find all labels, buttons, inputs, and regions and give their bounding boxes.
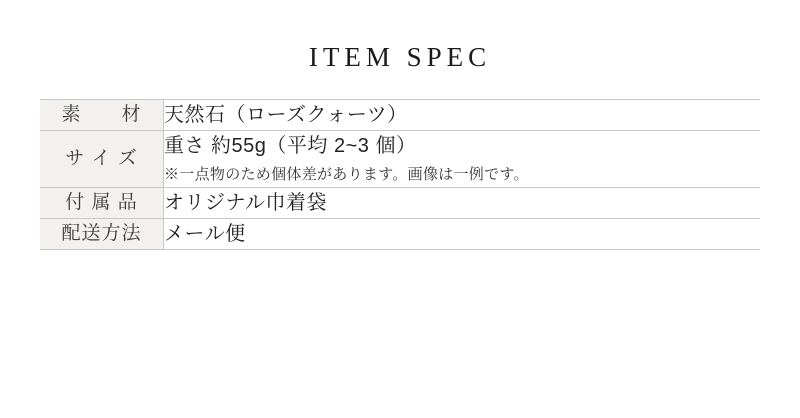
spec-label-size: サ イ ズ — [40, 131, 164, 188]
spec-value-accessory — [164, 188, 761, 219]
spec-value-material — [164, 100, 761, 131]
page-title: ITEM SPEC — [308, 42, 492, 72]
spec-value-text: 天然石（ローズクォーツ） — [164, 104, 408, 126]
spec-value-shipping — [164, 219, 761, 250]
spec-value-text: 重さ 約55g（平均 2~3 個） — [164, 135, 417, 157]
spec-value-note: ※一点物のため個体差があります。画像は一例です。 — [164, 166, 529, 183]
table-row — [40, 188, 760, 219]
spec-label-accessory: 付 属 品 — [40, 188, 164, 219]
spec-value-text: メール便 — [164, 223, 246, 245]
spec-value-text: オリジナル巾着袋 — [164, 192, 327, 214]
table-row — [40, 131, 760, 188]
table-row — [40, 219, 760, 250]
spec-label-shipping: 配送方法 — [40, 219, 164, 250]
spec-value-size — [164, 131, 761, 188]
table-row — [40, 100, 760, 131]
spec-table — [40, 99, 760, 250]
spec-table-container — [40, 99, 760, 250]
spec-label-material: 素 材 — [40, 100, 164, 131]
